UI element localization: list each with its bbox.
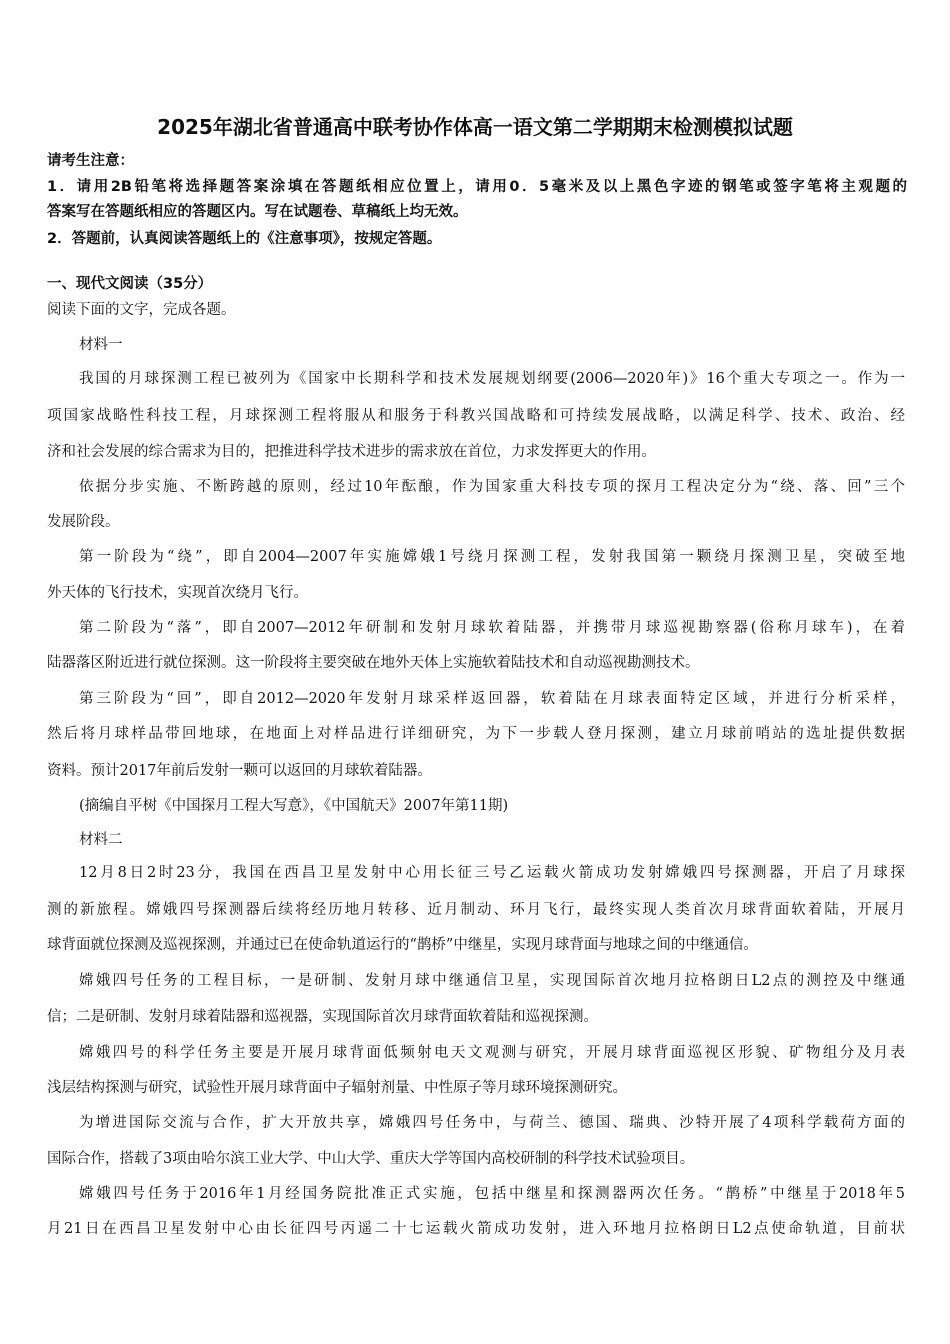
- paragraph-line: 外天体的飞行技术，实现首次绕月飞行。: [47, 585, 308, 601]
- paragraph-line: 济和社会发展的综合需求为目的，把推进科学技术进步的需求放在首位，力求发挥更大的作用。: [47, 444, 656, 460]
- paragraph-line: 第一阶段为“绕”，即自2004—2007年实施嫦娥1号绕月探测工程，发射我国第一颗绕月探测卫星，突破至地: [79, 549, 905, 565]
- paragraph-line: 国际合作，搭载了3项由哈尔滨工业大学、中山大学、重庆大学等国内高校研制的科学技术试验项目。: [47, 1151, 695, 1167]
- paragraph-line: 测的新旅程。嫦娥四号探测器后续将经历地月转移、近月制动、环月飞行，最终实现人类首次月球背面软着陆，开展月: [47, 902, 905, 918]
- paragraph-line: 嫦娥四号任务于2016年1月经国务院批准正式实施，包括中继星和探测器两次任务。“鹊桥”中继星于2018年5: [79, 1186, 905, 1202]
- paragraph-line: 依据分步实施、不断跨越的原则，经过10年酝酿，作为国家重大科技专项的探月工程决定分为“绕、落、回”三个: [79, 479, 905, 495]
- paragraph-line: 第二阶段为“落”，即自2007—2012年研制和发射月球软着陆器，并携带月球巡视勘察器(俗称月球车)，在着: [79, 620, 905, 636]
- paragraph-line: 项国家战略性科技工程，月球探测工程将服从和服务于科教兴国战略和可持续发展战略，以满足科学、技术、政治、经: [47, 408, 905, 424]
- notice-heading: 请考生注意：: [47, 153, 134, 169]
- paragraph-line: 嫦娥四号任务的工程目标，一是研制、发射月球中继通信卫星，实现国际首次地月拉格朗日L2点的测控及中继通: [79, 973, 905, 989]
- paragraph-line: 陆器落区附近进行就位探测。这一阶段将主要突破在地外天体上实施软着陆技术和自动巡视勘测技术。: [47, 655, 700, 671]
- paragraph-line: 发展阶段。: [47, 514, 120, 530]
- source-citation: (摘编自平树《中国探月工程大写意》，《中国航天》2007年第11期): [79, 798, 509, 814]
- paragraph-line: 12月8日2时23分，我国在西昌卫星发射中心用长征三号乙运载火箭成功发射嫦娥四号探测器，开启了月球探: [79, 865, 905, 881]
- section-intro: 阅读下面的文字，完成各题。: [47, 302, 236, 318]
- paragraph-line: 浅层结构探测与研究，试验性开展月球背面中子辐射剂量、中性原子等月球环境探测研究。: [47, 1080, 627, 1096]
- material-1-label: 材料一: [79, 337, 123, 353]
- paragraph-line: 资料。预计2017年前后发射一颗可以返回的月球软着陆器。: [47, 763, 432, 779]
- material-2-label: 材料二: [79, 832, 123, 848]
- paragraph-line: 信；二是研制、发射月球着陆器和巡视器，实现国际首次月球背面软着陆和巡视探测。: [47, 1009, 598, 1025]
- section-heading: 一、现代文阅读（35分）: [47, 276, 213, 292]
- paragraph-line: 为增进国际交流与合作，扩大开放共享，嫦娥四号任务中，与荷兰、德国、瑞典、沙特开展了4项科学载荷方面的: [79, 1115, 905, 1131]
- paragraph-line: 球背面就位探测及巡视探测，并通过已在使命轨道运行的“鹊桥”中继星，实现月球背面与地球之间的中继通信。: [47, 937, 758, 953]
- paragraph-line: 我国的月球探测工程已被列为《国家中长期科学和技术发展规划纲要(2006—2020年)》16个重大专项之一。作为一: [79, 371, 905, 387]
- notice-item-1-line-2: 答案写在答题纸相应的答题区内。写在试题卷、草稿纸上均无效。: [47, 204, 468, 220]
- paragraph-line: 嫦娥四号的科学任务主要是开展月球背面低频射电天文观测与研究，开展月球背面巡视区形貌、矿物组分及月表: [79, 1045, 905, 1061]
- paragraph-line: 第三阶段为“回”，即自2012—2020年发射月球采样返回器，软着陆在月球表面特定区域，并进行分析采样，: [79, 691, 905, 707]
- paragraph-line: 月21日在西昌卫星发射中心由长征四号丙遥二十七运载火箭成功发射，进入环地月拉格朗日L2点使命轨道，目前状: [47, 1221, 905, 1237]
- notice-item-2: 2．答题前，认真阅读答题纸上的《注意事项》，按规定答题。: [47, 231, 442, 247]
- paragraph-line: 然后将月球样品带回地球，在地面上对样品进行详细研究，为下一步载人登月探测，建立月球前哨站的选址提供数据: [47, 726, 905, 742]
- page-title: 2025年湖北省普通高中联考协作体高一语文第二学期期末检测模拟试题: [157, 115, 793, 139]
- notice-item-1-line-1: 1．请用2B铅笔将选择题答案涂填在答题纸相应位置上，请用0．5毫米及以上黑色字迹的钢笔或签字笔将主观题的: [47, 179, 907, 195]
